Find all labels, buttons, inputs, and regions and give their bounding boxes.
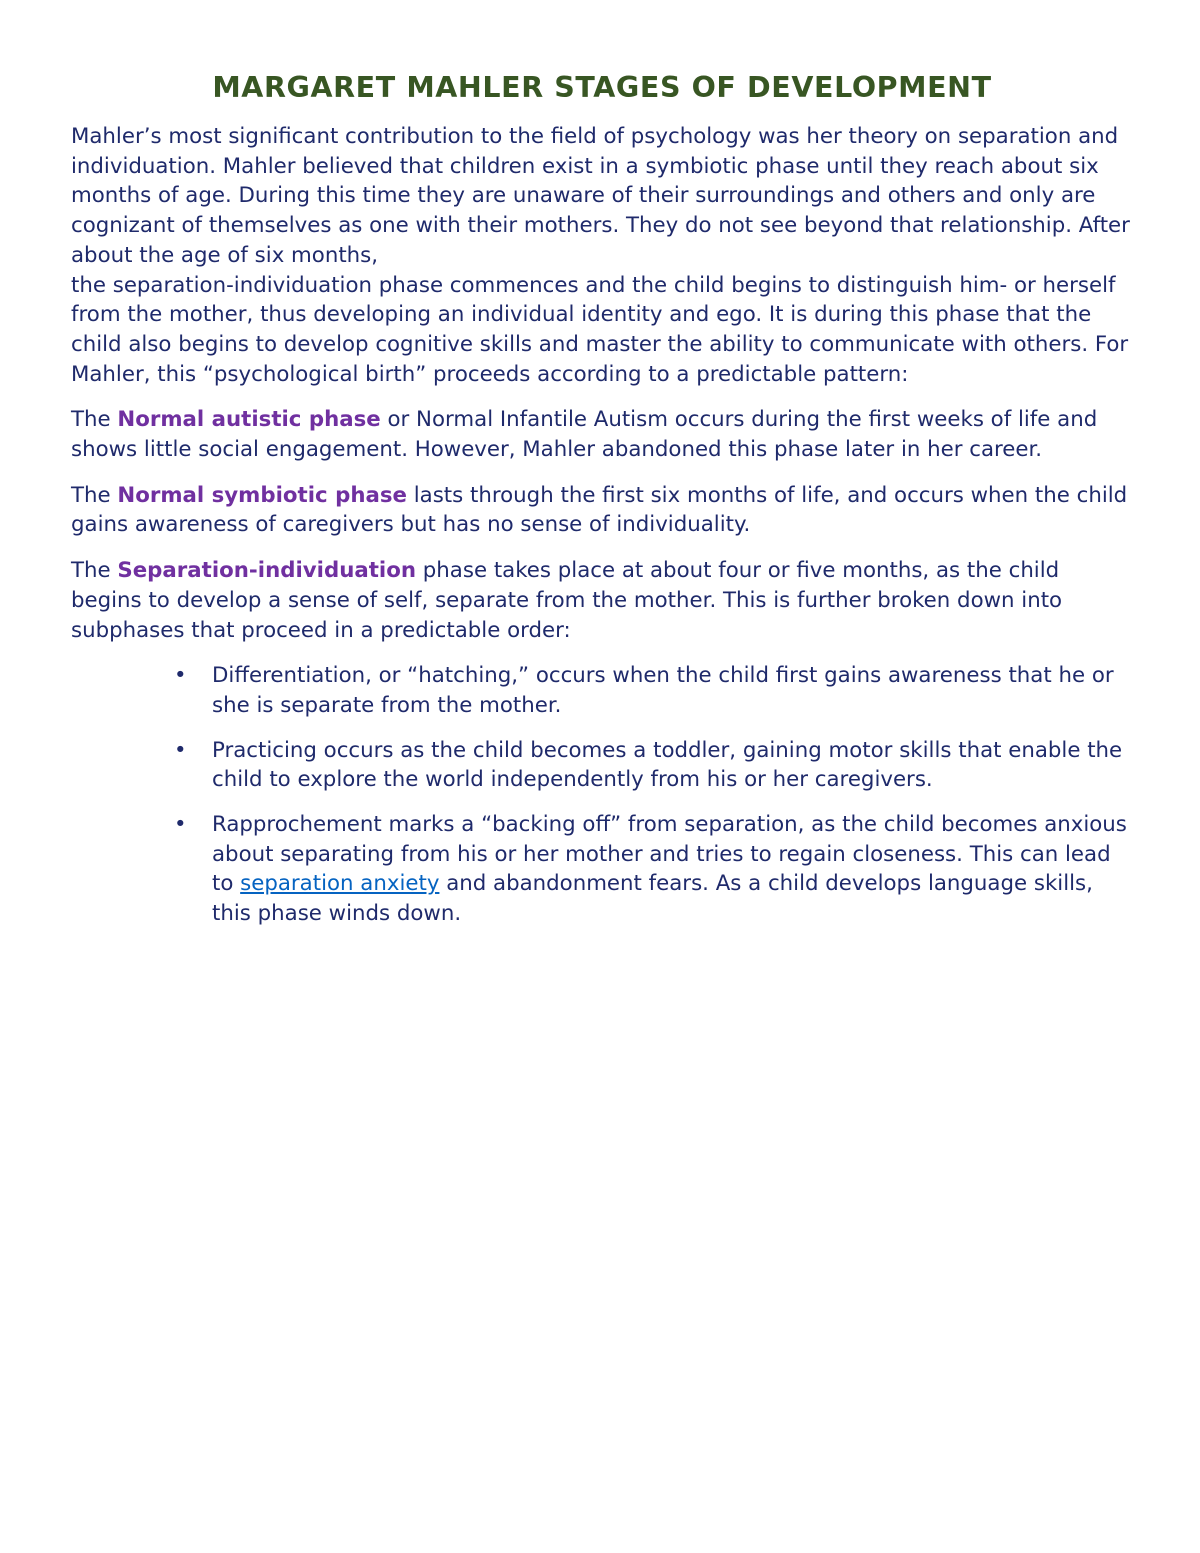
subphase-list <box>71 661 1133 929</box>
intro-text: Mahler’s most significant contribution to the field of psychology was her theory on separation and individuation. Mahler believed that children exist in a symbiotic phase until they reach about six months of age. During this time they are unaware of their surroundings and others and only are cognizant of themselves as one with their mothers. They do not see beyond that relationship. After about the age of six months, <box>71 124 1130 268</box>
separation-anxiety-link[interactable]: separation anxiety <box>240 871 440 897</box>
intro-continuation: the separation-individuation phase commences and the child begins to distinguish him- or herself from the mother, thus developing an individual identity and ego. It is during this phase that the child also begins to develop cognitive skills and master the ability to communicate with others. For Mahler, this “psychological birth” proceeds according to a predictable pattern: <box>71 272 1129 387</box>
page-title: MARGARET MAHLER STAGES OF DEVELOPMENT <box>212 71 992 104</box>
list-item <box>174 810 1133 929</box>
bullet-icon: • <box>174 663 187 689</box>
intro-paragraph <box>71 122 1133 389</box>
phase-description: phase takes place at about four or five months, as the child begins to develop a sense of self, separate from the mother. This is further broken down into subphases that proceed in a predictable order: <box>71 558 1063 643</box>
subphase-text: and abandonment fears. As a child develops language skills, this phase winds down. <box>212 871 1093 927</box>
phase-prefix: The <box>71 407 118 433</box>
phase-description: or Normal Infantile Autism occurs during the first weeks of life and shows little social engagement. However, Mahler abandoned this phase later in her career. <box>71 407 1098 463</box>
phase-term-autistic: Normal autistic phase <box>117 407 381 433</box>
phase-prefix: The <box>71 558 118 584</box>
phase-paragraph-symbiotic <box>71 481 1133 540</box>
phase-description: lasts through the first six months of life, and occurs when the child gains awareness of caregivers but has no sense of individuality. <box>71 482 1128 538</box>
subphase-text: Rapprochement marks a “backing off” from separation, as the child becomes anxious about separating from his or her mother and tries to regain closeness. This can lead to <box>212 812 1127 897</box>
phase-paragraph-autistic <box>71 405 1133 464</box>
list-item <box>174 736 1133 795</box>
phase-prefix: The <box>71 482 118 508</box>
list-item <box>174 661 1133 720</box>
bullet-icon: • <box>174 812 187 838</box>
document-page <box>71 68 1133 944</box>
phase-term-symbiotic: Normal symbiotic phase <box>117 482 407 508</box>
subphase-text: Practicing occurs as the child becomes a toddler, gaining motor skills that enable the child to explore the world independently from his or her caregivers. <box>212 737 1123 793</box>
phase-paragraph-separation <box>71 556 1133 645</box>
bullet-icon: • <box>174 737 187 763</box>
subphase-text: Differentiation, or “hatching,” occurs when the child first gains awareness that he or she is separate from the mother. <box>212 663 1114 718</box>
phase-term-separation: Separation-individuation <box>117 558 417 584</box>
